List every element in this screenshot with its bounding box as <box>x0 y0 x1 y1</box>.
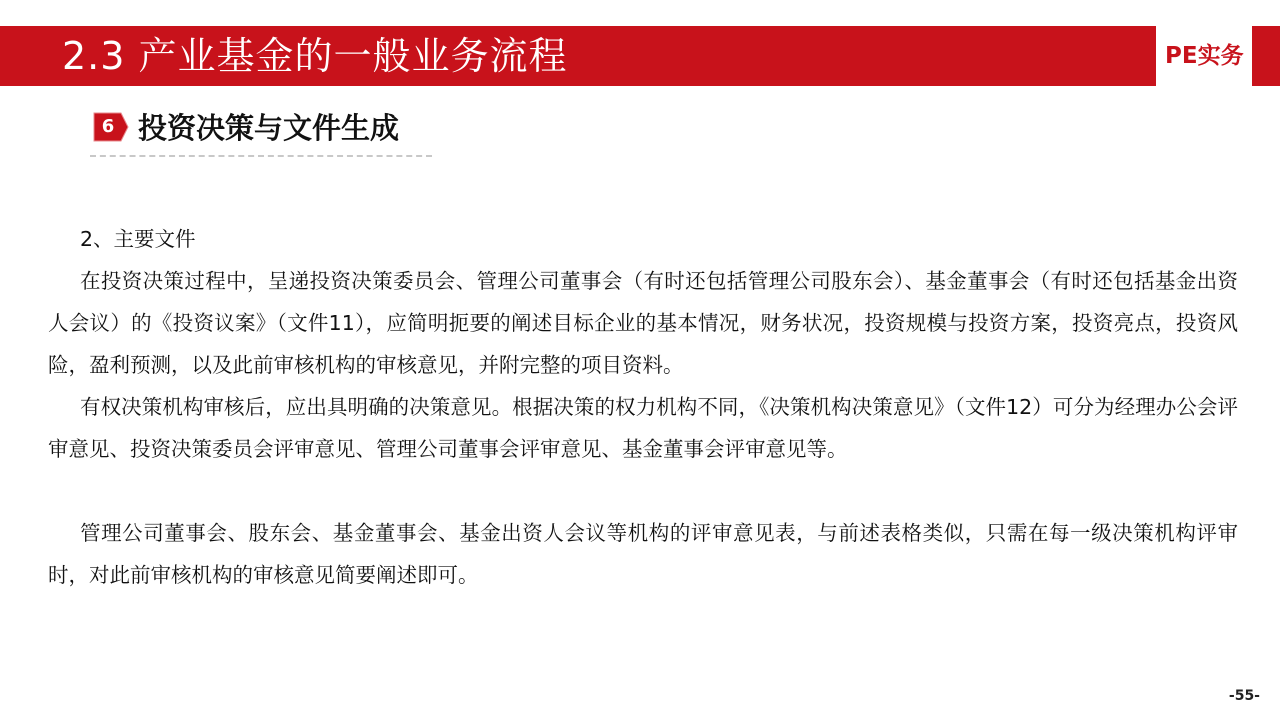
title-bar <box>0 26 1156 86</box>
paragraph-review-form: 管理公司董事会、股东会、基金董事会、基金出资人会议等机构的评审意见表，与前述表格类似，只需在每一级决策机构评审时，对此前审核机构的审核意见简要阐述即可。 <box>48 521 1238 587</box>
section-header <box>90 104 432 158</box>
section-number-badge <box>93 110 129 144</box>
brand-logo-text: PE实务 <box>1165 43 1244 69</box>
title-bar-end-strip <box>1252 26 1280 86</box>
section-title: 投资决策与文件生成 <box>138 111 400 145</box>
section-number: 6 <box>101 116 115 137</box>
body-content <box>48 218 1238 596</box>
brand-logo <box>1156 26 1252 86</box>
paragraph-decision-opinion: 有权决策机构审核后，应出具明确的决策意见。根据决策的权力机构不同，《决策机构决策意见》（文件12）可分为经理办公会评审意见、投资决策委员会评审意见、管理公司董事会评审意见、基金董事会评审意见等。 <box>48 395 1238 461</box>
slide-title: 2.3 产业基金的一般业务流程 <box>62 34 568 78</box>
content-heading: 2、主要文件 <box>80 227 196 251</box>
page-number: -55- <box>1228 688 1260 704</box>
paragraph-investment-proposal: 在投资决策过程中，呈递投资决策委员会、管理公司董事会（有时还包括管理公司股东会）、基金董事会（有时还包括基金出资人会议）的《投资议案》（文件11），应简明扼要的阐述目标企业的基本情况，财务状况，投资规模与投资方案，投资亮点，投资风险，盈利预测，以及此前审核机构的审核意见，并附完整的项目资料。 <box>48 269 1238 377</box>
section-divider <box>90 155 432 157</box>
